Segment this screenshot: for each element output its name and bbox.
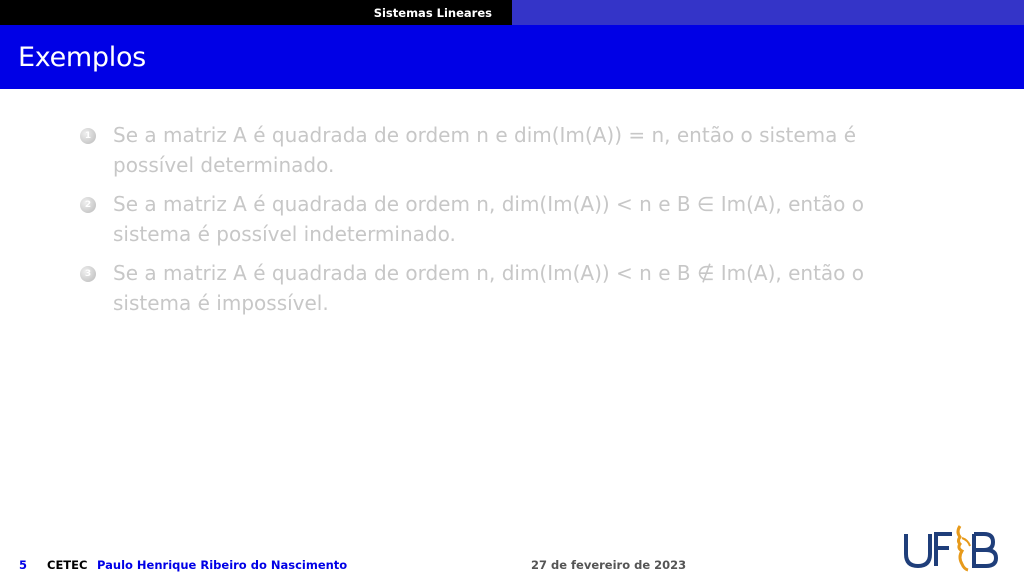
frame-title-bar	[0, 25, 1024, 89]
institution-label: CETEC	[47, 558, 88, 572]
item-number-ball-icon: 2	[80, 197, 96, 213]
footer-bar	[0, 552, 1024, 576]
list-item	[80, 258, 930, 318]
section-title-cell	[0, 0, 512, 25]
enumerated-list	[80, 120, 930, 327]
list-item-text: Se a matriz A é quadrada de ordem n, dim(Im(A)) < n e B ∈ Im(A), então o sistema é possível indeterminado.	[113, 192, 865, 246]
section-title[interactable]: Sistemas Lineares	[373, 5, 492, 20]
item-number-ball-icon: 1	[80, 128, 96, 144]
top-navigation-bar	[0, 0, 1024, 25]
frame-title: Exemplos	[18, 41, 146, 73]
list-item-text: Se a matriz A é quadrada de ordem n e dim(Im(A)) = n, então o sistema é possível determinado.	[113, 123, 857, 177]
author-name: Paulo Henrique Ribeiro do Nascimento	[97, 558, 348, 572]
list-item	[80, 189, 930, 249]
list-item	[80, 120, 930, 180]
top-bar-right-panel	[512, 0, 1024, 25]
list-item-text: Se a matriz A é quadrada de ordem n, dim(Im(A)) < n e B ∉ Im(A), então o sistema é impossível.	[113, 261, 865, 315]
page-number: 5	[19, 558, 28, 572]
presentation-date: 27 de fevereiro de 2023	[531, 558, 687, 572]
ufrb-logo-icon	[902, 524, 1002, 572]
item-number-ball-icon: 3	[80, 266, 96, 282]
